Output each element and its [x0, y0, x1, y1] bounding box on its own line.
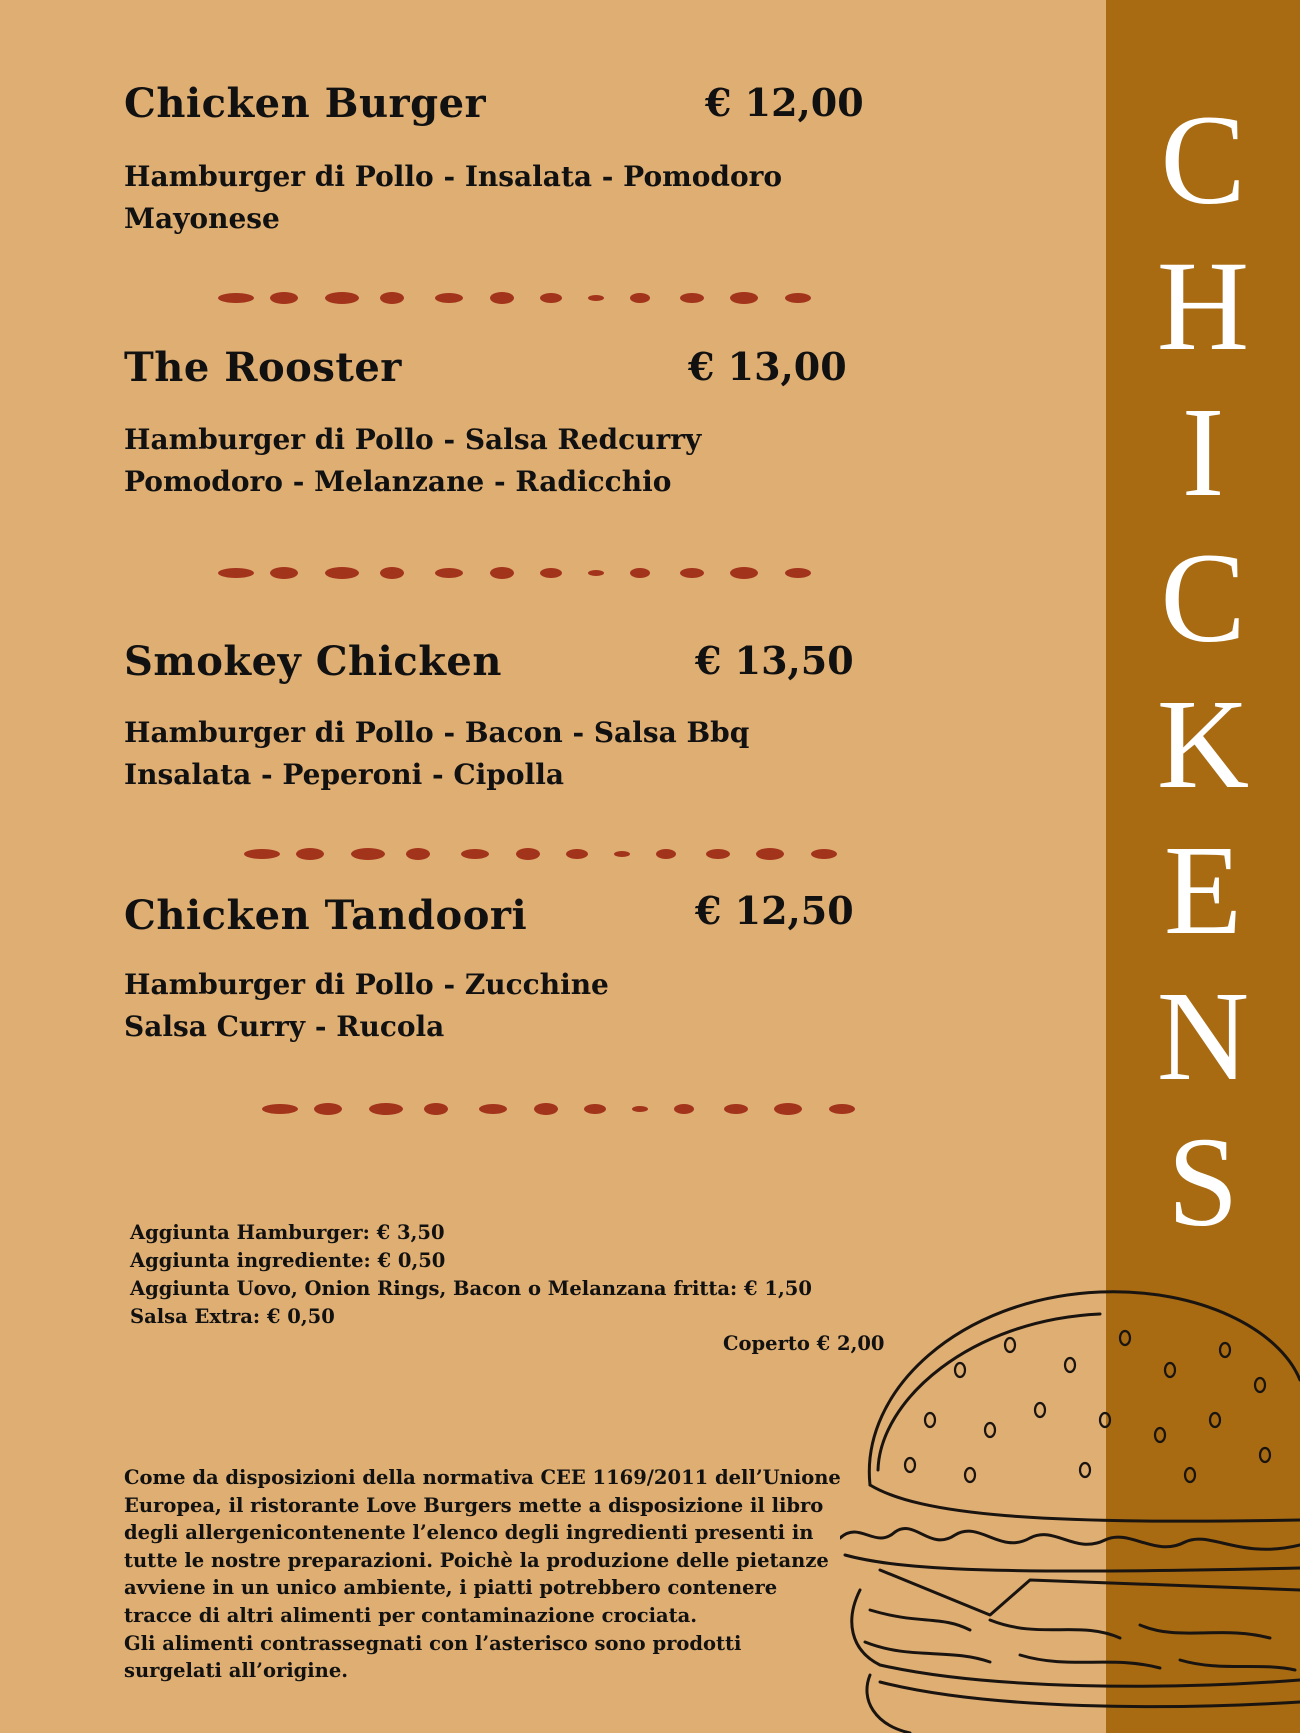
item-title-chicken-burger: Chicken Burger [124, 80, 487, 127]
item-title-smokey-chicken: Smokey Chicken [124, 638, 502, 685]
sauce-drip-separator [254, 1097, 894, 1121]
coperto-fee: Coperto € 2,00 [723, 1332, 885, 1355]
side-title-letter: C [1160, 527, 1246, 669]
item-description-line: Hamburger di Pollo - Insalata - Pomodoro [124, 160, 783, 193]
item-description-line: Pomodoro - Melanzane - Radicchio [124, 465, 672, 498]
item-price-chicken-tandoori: € 12,50 [695, 888, 854, 933]
item-description-line: Insalata - Peperoni - Cipolla [124, 758, 564, 791]
allergen-notice-line: avviene in un unico ambiente, i piatti potrebbero contenere [124, 1576, 778, 1600]
allergen-notice [124, 1464, 854, 1685]
item-description-line: Hamburger di Pollo - Bacon - Salsa Bbq [124, 716, 750, 749]
side-title-letter: E [1163, 819, 1243, 961]
extras-item: Aggiunta Uovo, Onion Rings, Bacon o Melanzana fritta: € 1,50 [130, 1277, 812, 1300]
item-description-line: Mayonese [124, 202, 280, 235]
item-price-chicken-burger: € 12,00 [705, 80, 864, 125]
sauce-drip-separator [210, 561, 850, 585]
extras-item: Aggiunta ingrediente: € 0,50 [130, 1249, 446, 1272]
item-description-line: Salsa Curry - Rucola [124, 1010, 445, 1043]
allergen-notice-line: Gli alimenti contrassegnati con l’asterisco sono prodotti [124, 1631, 742, 1655]
side-title-letter: I [1181, 381, 1225, 523]
item-title-the-rooster: The Rooster [124, 344, 402, 391]
allergen-notice-line: Come da disposizioni della normativa CEE 1169/2011 dell’Unione [124, 1466, 841, 1489]
allergen-notice-line: surgelati all’origine. [124, 1659, 349, 1683]
item-price-the-rooster: € 13,00 [688, 344, 847, 389]
item-description-line: Hamburger di Pollo - Salsa Redcurry [124, 423, 702, 456]
extras-list [130, 1219, 812, 1331]
side-title-letter: K [1156, 673, 1250, 815]
allergen-notice-line: tracce di altri alimenti per contaminazione crociata. [124, 1603, 698, 1627]
allergen-notice-line: tutte le nostre preparazioni. Poichè la produzione delle pietanze [124, 1548, 829, 1572]
sauce-drip-separator [210, 286, 850, 310]
extras-item: Salsa Extra: € 0,50 [130, 1305, 335, 1328]
side-title-letter: H [1156, 235, 1250, 377]
item-description-line: Hamburger di Pollo - Zucchine [124, 968, 609, 1001]
extras-item: Aggiunta Hamburger: € 3,50 [130, 1221, 445, 1244]
side-title-letter: N [1156, 965, 1250, 1107]
allergen-notice-line: degli allergenicontenente l’elenco degli ingredienti presenti in [124, 1521, 814, 1545]
side-title-letter: S [1167, 1111, 1239, 1253]
item-price-smokey-chicken: € 13,50 [695, 638, 854, 683]
sauce-drip-separator [236, 842, 876, 866]
item-title-chicken-tandoori: Chicken Tandoori [124, 892, 528, 939]
burger-illustration [840, 1270, 1300, 1733]
side-title-letter: C [1160, 89, 1246, 231]
allergen-notice-line: Europea, il ristorante Love Burgers mette a disposizione il libro [124, 1493, 824, 1517]
